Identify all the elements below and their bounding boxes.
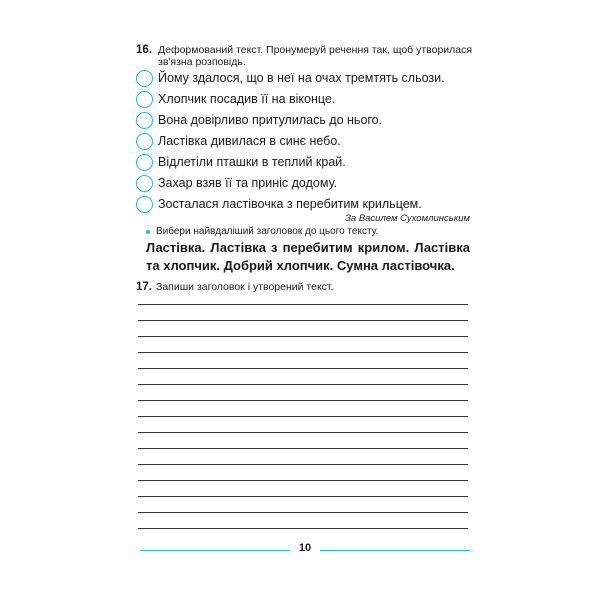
sentence-row-4 [136,131,341,151]
footer-rule-right [320,550,470,551]
number-circle[interactable] [136,70,153,87]
sentence-row-1 [136,68,445,88]
number-circle[interactable] [136,175,153,192]
sentence-row-7 [136,194,422,214]
task-16-number: 16. [136,44,152,56]
writing-line[interactable] [138,448,468,449]
number-circle[interactable] [136,112,153,129]
sentence-text: Ластівка дивилася в синє небо. [158,134,341,148]
writing-line[interactable] [138,432,468,433]
subtask-text: Вибери найвдаліший заголовок до цього тексту. [156,226,379,237]
task-17-number: 17. [136,281,152,293]
sentence-text: Вона довірливо притулилась до нього. [158,113,383,127]
writing-line[interactable] [138,336,468,337]
writing-line[interactable] [138,352,468,353]
sentence-row-5 [136,152,346,172]
writing-line[interactable] [138,496,468,497]
subtask-row [146,226,378,237]
number-circle[interactable] [136,154,153,171]
number-circle[interactable] [136,133,153,150]
title-options: Ластівка. Ластівка з перебитим крилом. Ластівка та хлопчик. Добрий хлопчик. Сумна ластівочка. [146,240,470,273]
footer-rule-left [140,550,290,551]
task-17-instruction: Запиши заголовок і утворений текст. [156,281,334,293]
sentence-row-6 [136,173,337,193]
sentence-row-3 [136,110,382,130]
page-number: 10 [290,542,320,554]
sentence-text: Хлопчик посадив її на віконце. [158,92,336,106]
writing-line[interactable] [138,512,468,513]
writing-line[interactable] [138,400,468,401]
sentence-text: Зосталася ластівочка з перебитим крильцем. [158,197,422,211]
number-circle[interactable] [136,196,153,213]
sentence-text: Відлетіли пташки в теплий край. [158,155,346,169]
writing-line[interactable] [138,464,468,465]
writing-line[interactable] [138,320,468,321]
task-17-header [136,281,334,293]
bullet-icon [146,230,150,234]
sentence-text: Захар взяв її та приніс додому. [158,176,338,190]
writing-line[interactable] [138,528,468,529]
writing-line[interactable] [138,416,468,417]
writing-line[interactable] [138,304,468,305]
writing-line[interactable] [138,368,468,369]
sentence-row-2 [136,89,335,109]
task-16-instruction-line1: Деформований текст. Пронумеруй речення так, щоб утворилася [158,44,473,56]
writing-line[interactable] [138,480,468,481]
author-attribution: За Василем Сухомлинським [345,213,470,224]
sentence-text: Йому здалося, що в неї на очах тремтять сльози. [158,71,445,85]
task-16-instruction-line2: зв'язна розповідь. [158,56,246,68]
number-circle[interactable] [136,91,153,108]
writing-line[interactable] [138,384,468,385]
